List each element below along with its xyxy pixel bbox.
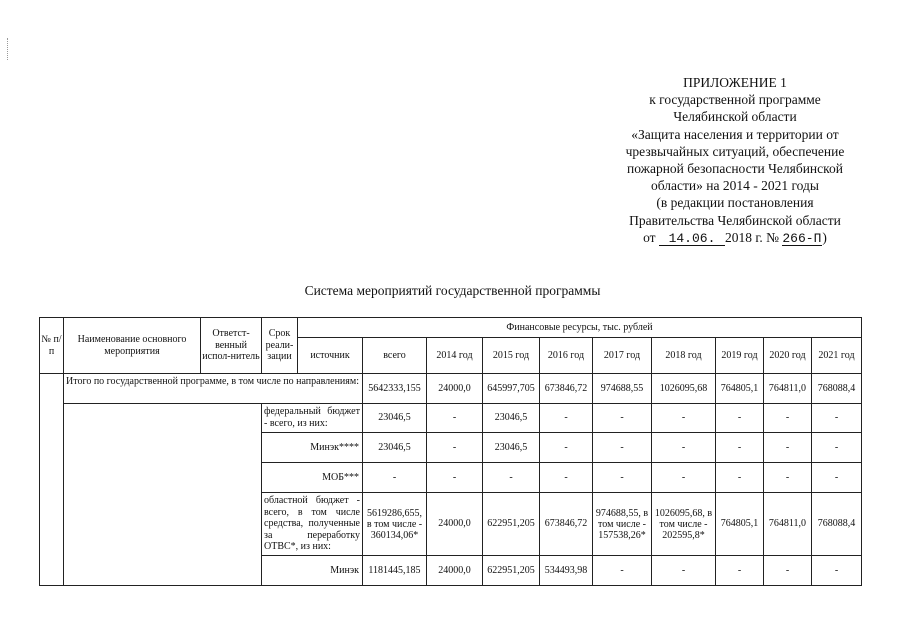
year-value: 768088,4 xyxy=(812,493,862,556)
source-label: Минэк xyxy=(262,556,363,586)
col-num-header: № п/п xyxy=(40,318,64,374)
col-year-header: 2021 год xyxy=(812,338,862,374)
source-label: Минэк**** xyxy=(262,433,363,463)
year-value: 974688,55, в том числе - 157538,26* xyxy=(593,493,652,556)
total-value: 23046,5 xyxy=(363,433,427,463)
year-value: 974688,55 xyxy=(593,374,652,404)
date-prefix: от xyxy=(643,229,656,245)
total-value: 1181445,185 xyxy=(363,556,427,586)
year-value: - xyxy=(593,463,652,493)
col-year-header: 2020 год xyxy=(764,338,812,374)
year-value: - xyxy=(812,404,862,433)
year-value: - xyxy=(540,433,593,463)
header-line: пожарной безопасности Челябинской xyxy=(626,161,843,177)
col-executor-header: Ответст-венный испол-нитель xyxy=(201,318,262,374)
col-name-header: Наименование основного мероприятия xyxy=(64,318,201,374)
handwritten-number: 266-П xyxy=(782,230,822,246)
col-year-header: 2015 год xyxy=(483,338,540,374)
date-suffix: 2018 г. № xyxy=(724,229,779,245)
year-value: 764811,0 xyxy=(764,374,812,404)
year-value: - xyxy=(593,556,652,586)
year-value: - xyxy=(716,556,764,586)
year-value: 764811,0 xyxy=(764,493,812,556)
year-value: - xyxy=(812,463,862,493)
col-year-header: 2018 год xyxy=(652,338,716,374)
year-value: - xyxy=(764,463,812,493)
header-line: области» на 2014 - 2021 годы xyxy=(651,178,819,194)
col-source-header: источник xyxy=(298,338,363,374)
total-value: 23046,5 xyxy=(363,404,427,433)
year-value: - xyxy=(764,433,812,463)
total-value: 5642333,155 xyxy=(363,374,427,404)
total-value: 5619286,655, в том числе - 360134,06* xyxy=(363,493,427,556)
year-value: 1026095,68 xyxy=(652,374,716,404)
year-value: - xyxy=(427,433,483,463)
handwritten-date: 14.06. xyxy=(659,232,725,246)
date-line xyxy=(585,229,885,246)
empty-num-cell xyxy=(40,374,64,586)
year-value: - xyxy=(427,463,483,493)
year-value: - xyxy=(764,556,812,586)
year-value: 768088,4 xyxy=(812,374,862,404)
header-line: (в редакции постановления xyxy=(656,195,814,211)
year-value: 24000,0 xyxy=(427,556,483,586)
total-row xyxy=(40,374,862,404)
year-value: - xyxy=(652,404,716,433)
year-value: 764805,1 xyxy=(716,374,764,404)
header-row xyxy=(40,318,862,338)
finance-header: Финансовые ресурсы, тыс. рублей xyxy=(298,318,862,338)
year-value: - xyxy=(652,433,716,463)
year-value: 673846,72 xyxy=(540,493,593,556)
year-value: - xyxy=(540,404,593,433)
appendix-header xyxy=(585,74,885,246)
year-value: - xyxy=(652,463,716,493)
margin-marks xyxy=(7,38,10,60)
year-value: 673846,72 xyxy=(540,374,593,404)
header-line: Правительства Челябинской области xyxy=(629,212,841,228)
total-label: Итого по государственной программе, в том числе по направлениям: xyxy=(64,374,363,404)
year-value: - xyxy=(593,404,652,433)
year-value: 23046,5 xyxy=(483,433,540,463)
col-year-header: 2017 год xyxy=(593,338,652,374)
col-term-header: Срок реали-зации xyxy=(262,318,298,374)
col-year-header: 2016 год xyxy=(540,338,593,374)
header-line: «Защита населения и территории от xyxy=(631,126,839,142)
year-value: 1026095,68, в том числе - 202595,8* xyxy=(652,493,716,556)
year-value: - xyxy=(593,433,652,463)
empty-measure-cell xyxy=(64,404,262,586)
header-line: чрезвычайных ситуаций, обеспечение xyxy=(625,143,845,159)
year-value: 534493,98 xyxy=(540,556,593,586)
year-value: - xyxy=(812,433,862,463)
header-line: ПРИЛОЖЕНИЕ 1 xyxy=(683,75,787,90)
header-line: Челябинской области xyxy=(673,109,797,125)
year-value: 24000,0 xyxy=(427,493,483,556)
year-value: - xyxy=(812,556,862,586)
total-value: - xyxy=(363,463,427,493)
year-value: - xyxy=(716,404,764,433)
year-value: 645997,705 xyxy=(483,374,540,404)
col-total-header: всего xyxy=(363,338,427,374)
col-year-header: 2019 год xyxy=(716,338,764,374)
year-value: - xyxy=(764,404,812,433)
year-value: 764805,1 xyxy=(716,493,764,556)
source-label: МОБ*** xyxy=(262,463,363,493)
source-label: областной бюджет - всего, в том числе средства, полученные за переработку ОТВС*, из них: xyxy=(262,493,363,556)
table-row xyxy=(40,404,862,433)
year-value: - xyxy=(652,556,716,586)
close-paren: ) xyxy=(822,229,827,245)
year-value: - xyxy=(540,463,593,493)
year-value: 24000,0 xyxy=(427,374,483,404)
year-value: - xyxy=(427,404,483,433)
year-value: - xyxy=(716,433,764,463)
measures-table xyxy=(39,317,862,586)
year-value: - xyxy=(716,463,764,493)
col-year-header: 2014 год xyxy=(427,338,483,374)
year-value: 23046,5 xyxy=(483,404,540,433)
year-value: 622951,205 xyxy=(483,556,540,586)
document-title: Система мероприятий государственной программы xyxy=(304,283,601,298)
source-label: федеральный бюджет - всего, из них: xyxy=(262,404,363,433)
header-line: к государственной программе xyxy=(649,92,821,108)
year-value: 622951,205 xyxy=(483,493,540,556)
year-value: - xyxy=(483,463,540,493)
